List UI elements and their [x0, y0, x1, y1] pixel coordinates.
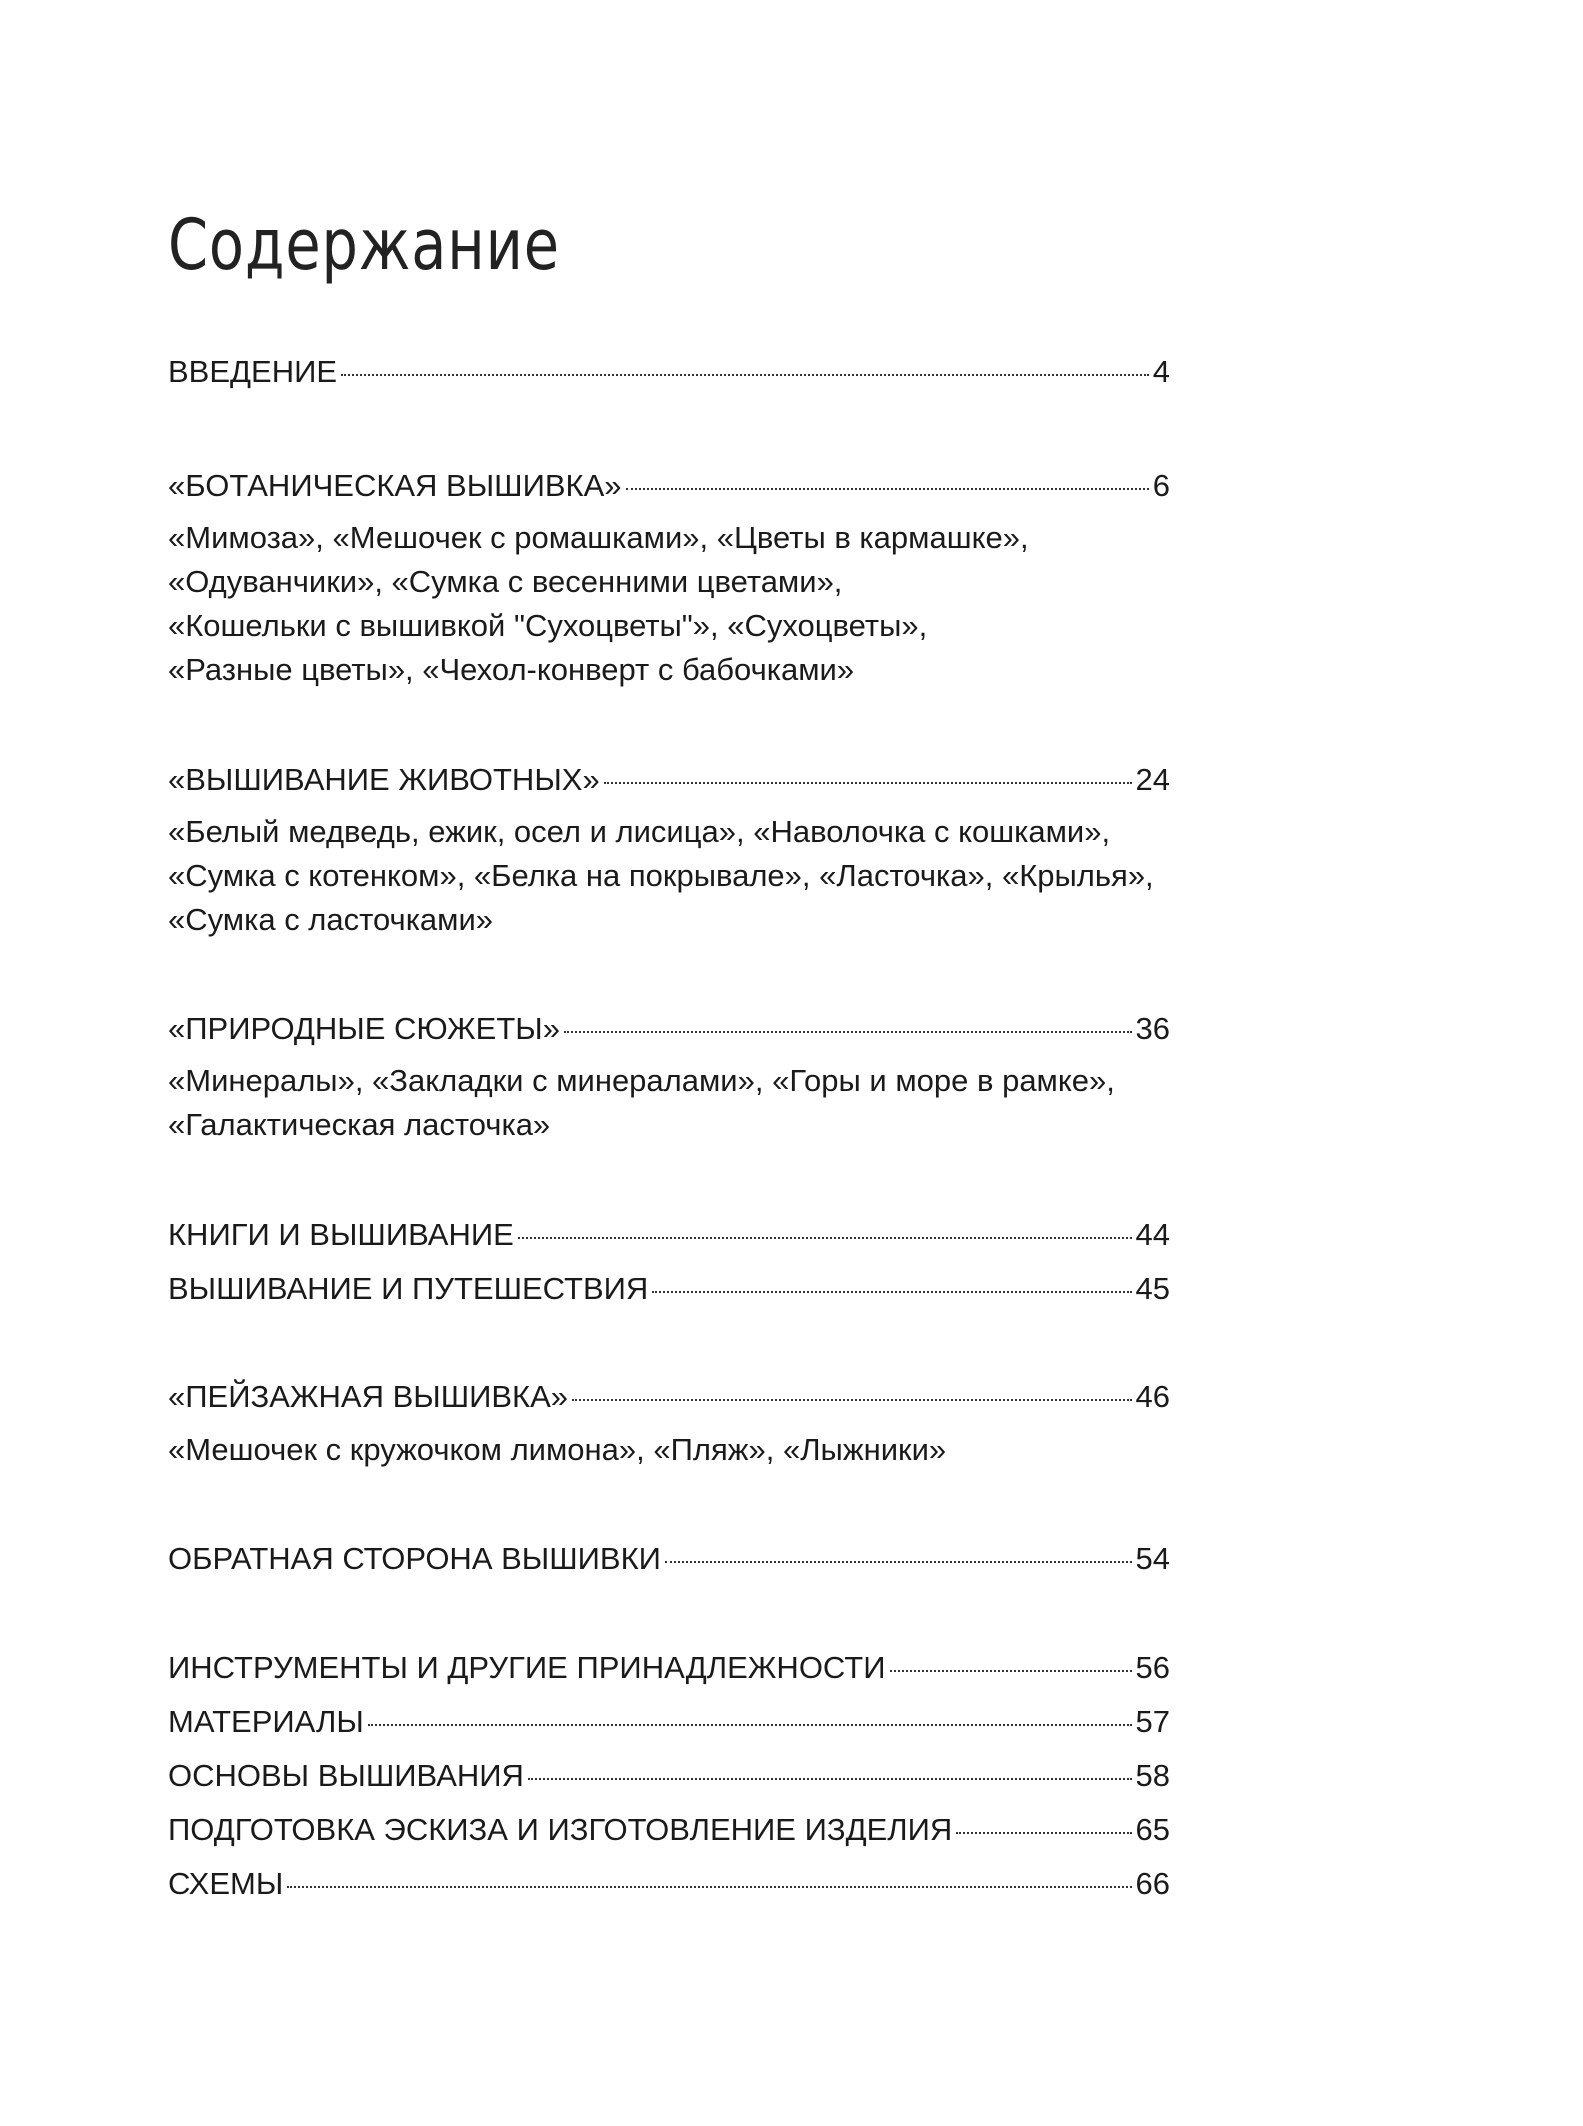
toc-entry-label: ОСНОВЫ ВЫШИВАНИЯ — [168, 1758, 524, 1793]
toc-dot-leader — [626, 488, 1149, 490]
toc-entry-animals — [168, 758, 1170, 802]
toc-entry-books — [168, 1213, 1170, 1257]
toc-subentries-line: «Разные цветы», «Чехол-конверт с бабочками» — [168, 652, 855, 687]
toc-entry-label: «ВЫШИВАНИЕ ЖИВОТНЫХ» — [168, 762, 600, 797]
toc-subentries-line: «Белый медведь, ежик, осел и лисица», «Наволочка с кошками», — [168, 814, 1111, 849]
toc-entry-sketch-preparation — [168, 1808, 1170, 1852]
toc-page-number: 66 — [1135, 1866, 1170, 1901]
toc-subentries-line: «Сумка с котенком», «Белка на покрывале», «Ласточка», «Крылья», — [168, 858, 1154, 893]
toc-dot-leader — [572, 1399, 1131, 1401]
toc-entry-label: ПОДГОТОВКА ЭСКИЗА И ИЗГОТОВЛЕНИЕ ИЗДЕЛИЯ — [168, 1812, 953, 1847]
toc-page-number: 65 — [1135, 1812, 1170, 1847]
toc-entry-label: ИНСТРУМЕНТЫ И ДРУГИЕ ПРИНАДЛЕЖНОСТИ — [168, 1650, 886, 1685]
toc-entry-tools — [168, 1646, 1170, 1690]
toc-page-number: 4 — [1152, 354, 1170, 389]
toc-dot-leader — [604, 782, 1132, 784]
toc-subentries-line: «Галактическая ласточка» — [168, 1107, 551, 1142]
toc-page-number: 6 — [1152, 468, 1170, 503]
toc-entry-label: «ПРИРОДНЫЕ СЮЖЕТЫ» — [168, 1011, 560, 1046]
toc-dot-leader — [890, 1670, 1132, 1672]
toc-entry-materials — [168, 1700, 1170, 1744]
toc-page-number: 54 — [1135, 1541, 1170, 1576]
toc-page-number: 57 — [1135, 1704, 1170, 1739]
toc-subentries-line: «Одуванчики», «Сумка с весенними цветами», — [168, 564, 843, 599]
toc-entry-basics — [168, 1754, 1170, 1798]
toc-page-number: 24 — [1135, 762, 1170, 797]
toc-dot-leader — [564, 1031, 1132, 1033]
toc-page-number: 44 — [1135, 1217, 1170, 1252]
toc-entry-label: ВВЕДЕНИЕ — [168, 354, 338, 389]
toc-dot-leader — [287, 1886, 1131, 1888]
toc-page-number: 58 — [1135, 1758, 1170, 1793]
toc-entry-back-side — [168, 1537, 1170, 1581]
toc-entry-label: «БОТАНИЧЕСКАЯ ВЫШИВКА» — [168, 468, 622, 503]
toc-dot-leader — [652, 1291, 1131, 1293]
toc-subentries-line: «Минералы», «Закладки с минералами», «Горы и море в рамке», — [168, 1063, 1115, 1098]
toc-entry-travel — [168, 1267, 1170, 1311]
toc-entry-label: «ПЕЙЗАЖНАЯ ВЫШИВКА» — [168, 1379, 569, 1414]
toc-entry-label: ОБРАТНАЯ СТОРОНА ВЫШИВКИ — [168, 1541, 661, 1576]
toc-page-number: 45 — [1135, 1271, 1170, 1306]
toc-dot-leader — [518, 1237, 1132, 1239]
toc-entry-landscape — [168, 1375, 1170, 1419]
toc-entry-nature — [168, 1007, 1170, 1051]
toc-dot-leader — [368, 1724, 1132, 1726]
toc-subentries-line: «Мимоза», «Мешочек с ромашками», «Цветы в кармашке», — [168, 520, 1029, 555]
toc-entry-schemes — [168, 1862, 1170, 1906]
toc-entry-botanical — [168, 464, 1170, 508]
toc-dot-leader — [665, 1561, 1132, 1563]
toc-subentries-line: «Кошельки с вышивкой "Сухоцветы"», «Сухоцветы», — [168, 608, 928, 643]
toc-page-number: 56 — [1135, 1650, 1170, 1685]
toc-subentries-line: «Сумка с ласточками» — [168, 902, 494, 937]
toc-dot-leader — [528, 1778, 1132, 1780]
toc-subentries-line: «Мешочек с кружочком лимона», «Пляж», «Лыжники» — [168, 1432, 947, 1467]
toc-entry-label: СХЕМЫ — [168, 1866, 284, 1901]
toc-dot-leader — [341, 374, 1149, 376]
toc-entry-label: ВЫШИВАНИЕ И ПУТЕШЕСТВИЯ — [168, 1271, 649, 1306]
toc-entry-introduction — [168, 350, 1170, 394]
page-title: Содержание — [168, 204, 560, 286]
toc-dot-leader — [956, 1832, 1131, 1834]
toc-entry-label: МАТЕРИАЛЫ — [168, 1704, 364, 1739]
toc-page-number: 46 — [1135, 1379, 1170, 1414]
toc-entry-label: КНИГИ И ВЫШИВАНИЕ — [168, 1217, 514, 1252]
toc-page-number: 36 — [1135, 1011, 1170, 1046]
